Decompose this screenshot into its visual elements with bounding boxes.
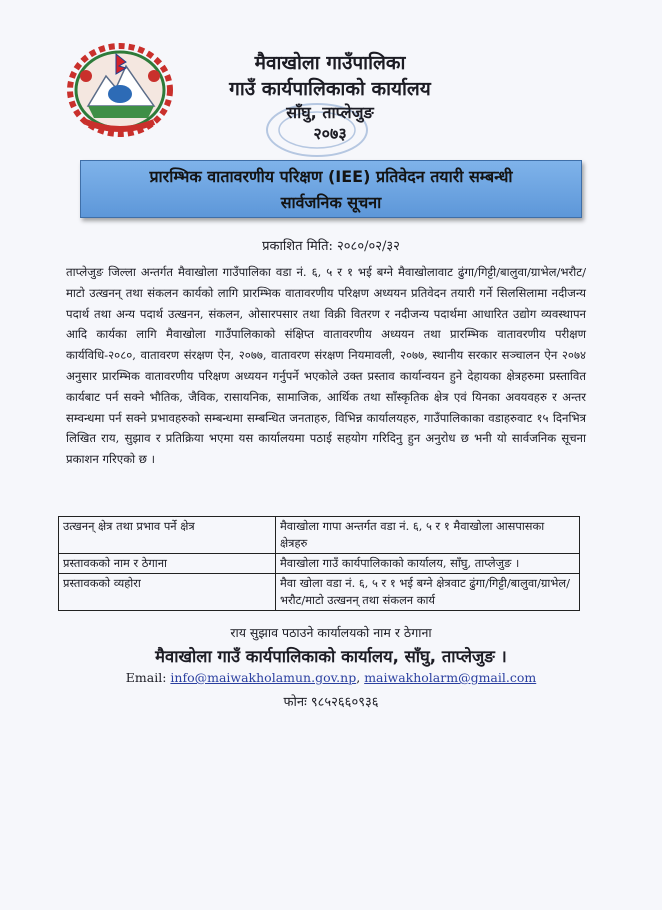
table-row [59,554,580,574]
notice-title-banner [80,160,582,218]
table-cell-key: प्रस्तावकको व्यहोरा [59,574,276,611]
table-cell-key: प्रस्तावकको नाम र ठेगाना [59,554,276,574]
table-cell-value: मैवाखोला गापा अन्तर्गत वडा नं. ६, ५ र १ मैवाखोला आसपासका क्षेत्रहरु [276,517,580,554]
table-row [59,574,580,611]
phone-number: फोनः ९८५२६६०९३६ [283,695,379,710]
send-to-heading: राय सुझाव पठाउने कार्यालयको नाम र ठेगाना [230,625,432,640]
email-link-gmail[interactable]: maiwakholarm@gmail.com [364,670,537,685]
office-location: साँघु, ताप्लेजुङ [286,103,374,122]
office-address: मैवाखोला गाउँ कार्यपालिकाको कार्यालय, साँघु, ताप्लेजुङ । [155,647,507,666]
nepal-government-emblem-icon [64,36,176,138]
notice-subtitle: सार्वजनिक सूचना [280,193,382,212]
table-cell-value: मैवाखोला गाउँ कार्यपालिकाको कार्यालय, साँघु, ताप्लेजुङ । [276,554,580,574]
office-name: गाउँ कार्यपालिकाको कार्यालय [229,78,431,100]
established-year: २०७३ [313,124,347,143]
notice-body: ताप्लेजुङ जिल्ला अन्तर्गत मैवाखोला गाउँपालिका वडा नं. ६, ५ र १ भई बग्ने मैवाखोलावाट ढुंगा/गिट्टी/बालुवा/ग्राभेल/भरौट/माटो उत्खनन् तथा संकलन कार्यको लागि प्रारम्भिक वातावरणीय परिक्षण अध्ययन प्रतिवेदन तयारी गर्ने सिलसिलामा नदीजन्य पदार्थ तथा अन्य पदार्थ उत्खनन, संकलन, ओसारपसार तथा विक्री वितरण र नदीजन्य पदार्थमा आधारित उद्योग व्यवस्थापन आदि कार्यका लागि मैवाखोला गाउँपालिकाको संक्षिप्त वातावरणीय अध्ययन तथा प्रारम्भिक वातावरणीय परीक्षण कार्यविधि-२०८०, वातावरण संरक्षण ऐन, २०७७, वातावरण संरक्षण नियमावली, २०७७, स्थानीय सरकार सञ्चालन ऐन २०७४ अनुसार प्रारम्भिक वातावरणीय परिक्षण अध्ययन गर्नुपर्ने भएकोले उक्त प्रस्ताव कार्यान्वयन हुने देहायका क्षेत्रहरुमा प्रस्तावित कार्यबाट पर्न सक्ने भौतिक, जैविक, रासायनिक, सामाजिक, आर्थिक तथा साँस्कृतिक क्षेत्र एवं यिनका अवयवहरु र अन्तर सम्वन्धमा पर्न सक्ने प्रभावहरुको सम्बन्धमा सम्बन्धित जनताहरु, विभिन्न कार्यालयहरु, गाउँपालिकाका वडाहरुवाट १५ दिनभित्र लिखित राय, सुझाव र प्रतिक्रिया भएमा यस कार्यालयमा पठाई सहयोग गरिदिनु हुन अनुरोध छ भनी यो सार्वजनिक सूचना प्रकाशन गरिएको छ । [66,265,586,467]
email-separator: , [356,670,361,685]
published-date: प्रकाशित मिति: २०८०/०२/३२ [262,239,400,254]
notice-title: प्रारम्भिक वातावरणीय परिक्षण (IEE) प्रतिवेदन तयारी सम्बन्धी [149,167,513,186]
table-cell-key: उत्खनन् क्षेत्र तथा प्रभाव पर्ने क्षेत्र [59,517,276,554]
table-row [59,517,580,554]
office-header [190,50,470,144]
email-label: Email: [125,670,167,685]
email-line [0,670,662,685]
email-link-official[interactable]: info@maiwakholamun.gov.np [170,670,357,685]
details-table [58,516,580,611]
municipality-name: मैवाखोला गाउँपालिका [254,52,406,74]
table-cell-value: मैवा खोला वडा नं. ६, ५ र १ भई बग्ने क्षेत्रवाट ढुंगा/गिट्टी/बालुवा/ग्राभेल/भरौट/माटो उत्खनन् तथा संकलन कार्य [276,574,580,611]
